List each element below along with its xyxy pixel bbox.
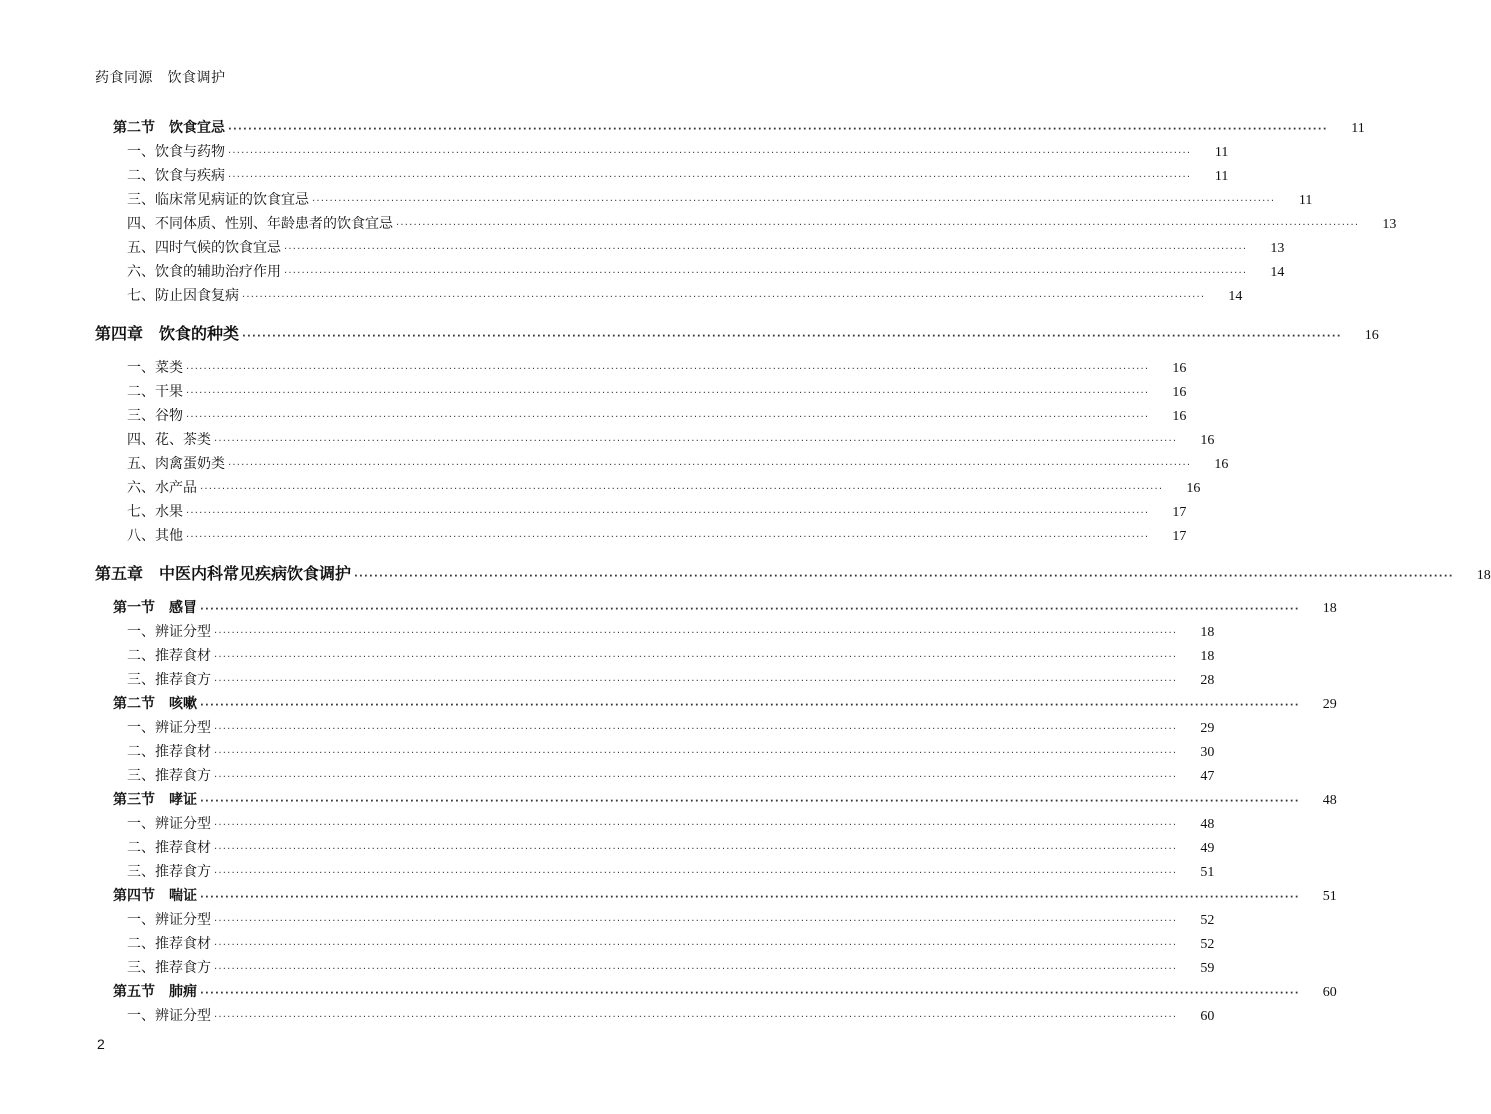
toc-entry-title: 一、辨证分型 xyxy=(127,624,211,640)
toc-item[interactable] xyxy=(0,141,1229,161)
toc-entry-page: 52 xyxy=(1200,913,1215,928)
toc-entry-page: 29 xyxy=(1200,721,1215,736)
toc-entry-title: 第二节 咳嗽 xyxy=(113,696,197,712)
toc-item[interactable] xyxy=(0,669,1215,689)
toc-entry-title: 第四节 喘证 xyxy=(113,888,197,904)
toc-entry-title: 二、推荐食材 xyxy=(127,744,211,760)
toc-entry-page: 18 xyxy=(1476,568,1491,583)
toc-entry-page: 16 xyxy=(1200,433,1215,448)
toc-item[interactable] xyxy=(0,501,1187,521)
toc-leader-dots: ···························································································································································································································· xyxy=(242,292,1206,303)
toc-item[interactable] xyxy=(0,909,1215,929)
toc-item[interactable] xyxy=(0,861,1215,881)
toc-entry-title: 第五节 肺痈 xyxy=(113,984,197,1000)
toc-item[interactable] xyxy=(0,765,1215,785)
toc-leader-dots: ···························································································································································································································· xyxy=(312,196,1276,207)
toc-entry-title: 五、四时气候的饮食宜忌 xyxy=(127,240,281,256)
toc-entry-page: 16 xyxy=(1172,385,1187,400)
toc-entry-page: 17 xyxy=(1172,505,1187,520)
toc-leader-dots: ···························································································································································································································· xyxy=(214,772,1178,783)
toc-item[interactable] xyxy=(0,429,1215,449)
toc-item[interactable] xyxy=(0,957,1215,977)
toc-entry-title: 六、水产品 xyxy=(127,480,197,496)
toc-entry-page: 47 xyxy=(1200,769,1215,784)
toc-entry-title: 第一节 感冒 xyxy=(113,600,197,616)
toc-entry-page: 11 xyxy=(1214,145,1229,160)
toc-entry-title: 二、推荐食材 xyxy=(127,840,211,856)
toc-item[interactable] xyxy=(0,405,1187,425)
toc-section[interactable] xyxy=(0,597,1337,617)
toc-item[interactable] xyxy=(0,717,1215,737)
toc-entry-title: 第四章 饮食的种类 xyxy=(95,324,240,343)
toc-entry-page: 29 xyxy=(1322,697,1337,712)
toc-section[interactable] xyxy=(0,885,1337,905)
toc-leader-dots: ···························································································································································································································· xyxy=(214,676,1178,687)
toc-leader-dots: ···························································································································································································································· xyxy=(354,571,1454,582)
toc-item[interactable] xyxy=(0,1005,1215,1025)
toc-entry-title: 三、推荐食方 xyxy=(127,864,211,880)
toc-leader-dots: ···························································································································································································································· xyxy=(214,724,1178,735)
toc-entry-page: 16 xyxy=(1172,361,1187,376)
toc-entry-page: 16 xyxy=(1214,457,1229,472)
toc-leader-dots: ···························································································································································································································· xyxy=(214,964,1178,975)
toc-entry-page: 11 xyxy=(1351,121,1365,136)
toc-entry-page: 18 xyxy=(1322,601,1337,616)
toc-entry-title: 六、饮食的辅助治疗作用 xyxy=(127,264,281,280)
toc-leader-dots: ···························································································································································································································· xyxy=(228,124,1328,135)
toc-item[interactable] xyxy=(0,477,1201,497)
toc-entry-page: 11 xyxy=(1298,193,1313,208)
toc-leader-dots: ···························································································································································································································· xyxy=(396,220,1360,231)
toc-entry-page: 49 xyxy=(1200,841,1215,856)
toc-leader-dots: ···························································································································································································································· xyxy=(284,268,1248,279)
toc-entry-title: 四、花、茶类 xyxy=(127,432,211,448)
toc-entry-title: 一、辨证分型 xyxy=(127,912,211,928)
toc-entry-title: 二、推荐食材 xyxy=(127,936,211,952)
toc-leader-dots: ···························································································································································································································· xyxy=(200,484,1164,495)
toc-entry-title: 第五章 中医内科常见疾病饮食调护 xyxy=(95,564,352,583)
toc-entry-title: 三、推荐食方 xyxy=(127,672,211,688)
toc-entry-title: 七、防止因食复病 xyxy=(127,288,239,304)
toc-entry-title: 一、辨证分型 xyxy=(127,720,211,736)
toc-entry-title: 三、推荐食方 xyxy=(127,960,211,976)
toc-entry-title: 一、菜类 xyxy=(127,360,183,376)
toc-leader-dots: ···························································································································································································································· xyxy=(200,892,1300,903)
toc-leader-dots: ···························································································································································································································· xyxy=(200,796,1300,807)
toc-entry-title: 一、辨证分型 xyxy=(127,1008,211,1024)
toc-entry-page: 18 xyxy=(1200,649,1215,664)
toc-entry-page: 14 xyxy=(1228,289,1243,304)
toc-entry-page: 13 xyxy=(1270,241,1285,256)
page-number: 2 xyxy=(97,1036,105,1052)
toc-leader-dots: ···························································································································································································································· xyxy=(214,1012,1178,1023)
toc-entry-title: 三、谷物 xyxy=(127,408,183,424)
toc-entry-page: 51 xyxy=(1322,889,1337,904)
toc-section[interactable] xyxy=(0,981,1337,1001)
toc-entry-title: 一、辨证分型 xyxy=(127,816,211,832)
toc-item[interactable] xyxy=(0,285,1243,305)
toc-item[interactable] xyxy=(0,357,1187,377)
toc-entry-page: 28 xyxy=(1200,673,1215,688)
toc-leader-dots: ···························································································································································································································· xyxy=(186,412,1150,423)
toc-item[interactable] xyxy=(0,525,1187,545)
toc-leader-dots: ···························································································································································································································· xyxy=(214,436,1178,447)
toc-entry-page: 13 xyxy=(1382,217,1397,232)
toc-entry-title: 四、不同体质、性别、年龄患者的饮食宜忌 xyxy=(127,216,393,232)
toc-leader-dots: ···························································································································································································································· xyxy=(214,868,1178,879)
toc-leader-dots: ···························································································································································································································· xyxy=(284,244,1248,255)
toc-item[interactable] xyxy=(0,165,1229,185)
toc-entry-page: 16 xyxy=(1364,328,1379,343)
toc-item[interactable] xyxy=(0,237,1285,257)
toc-entry-page: 16 xyxy=(1186,481,1201,496)
toc-leader-dots: ···························································································································································································································· xyxy=(200,604,1300,615)
toc-item[interactable] xyxy=(0,741,1215,761)
toc-leader-dots: ···························································································································································································································· xyxy=(214,748,1178,759)
toc-leader-dots: ···························································································································································································································· xyxy=(186,532,1150,543)
toc-leader-dots: ···························································································································································································································· xyxy=(200,988,1300,999)
toc-chapter[interactable] xyxy=(0,561,1491,584)
toc-section[interactable] xyxy=(0,693,1337,713)
toc-item[interactable] xyxy=(0,189,1313,209)
toc-entry-page: 14 xyxy=(1270,265,1285,280)
toc-leader-dots: ···························································································································································································································· xyxy=(228,460,1192,471)
toc-leader-dots: ···························································································································································································································· xyxy=(242,331,1342,342)
toc-entry-page: 18 xyxy=(1200,625,1215,640)
toc-entry-page: 16 xyxy=(1172,409,1187,424)
toc-item[interactable] xyxy=(0,837,1215,857)
toc-entry-page: 59 xyxy=(1200,961,1215,976)
toc-leader-dots: ···························································································································································································································· xyxy=(214,820,1178,831)
toc-entry-title: 二、饮食与疾病 xyxy=(127,168,225,184)
toc-item[interactable] xyxy=(0,213,1397,233)
toc-item[interactable] xyxy=(0,813,1215,833)
toc-leader-dots: ···························································································································································································································· xyxy=(214,916,1178,927)
toc-entry-title: 第二节 饮食宜忌 xyxy=(113,120,225,136)
toc-leader-dots: ···························································································································································································································· xyxy=(214,940,1178,951)
running-head: 药食同源 饮食调护 xyxy=(95,70,226,86)
toc-entry-page: 52 xyxy=(1200,937,1215,952)
toc-entry-page: 60 xyxy=(1322,985,1337,1000)
toc-leader-dots: ···························································································································································································································· xyxy=(214,628,1178,639)
toc-leader-dots: ···························································································································································································································· xyxy=(186,364,1150,375)
toc-leader-dots: ···························································································································································································································· xyxy=(186,508,1150,519)
toc-entry-title: 第三节 哮证 xyxy=(113,792,197,808)
toc-leader-dots: ···························································································································································································································· xyxy=(228,148,1192,159)
toc-entry-title: 八、其他 xyxy=(127,528,183,544)
toc-leader-dots: ···························································································································································································································· xyxy=(200,700,1300,711)
toc-item[interactable] xyxy=(0,933,1215,953)
toc-entry-page: 17 xyxy=(1172,529,1187,544)
toc-entry-page: 51 xyxy=(1200,865,1215,880)
toc-item[interactable] xyxy=(0,381,1187,401)
toc-section[interactable] xyxy=(0,789,1337,809)
toc-item[interactable] xyxy=(0,453,1229,473)
toc-chapter[interactable] xyxy=(0,321,1379,344)
toc-leader-dots: ···························································································································································································································· xyxy=(214,844,1178,855)
toc-item[interactable] xyxy=(0,621,1215,641)
toc-section[interactable] xyxy=(0,117,1365,137)
toc-entry-title: 五、肉禽蛋奶类 xyxy=(127,456,225,472)
toc-item[interactable] xyxy=(0,645,1215,665)
toc-leader-dots: ···························································································································································································································· xyxy=(214,652,1178,663)
toc-entry-title: 二、推荐食材 xyxy=(127,648,211,664)
toc-entry-page: 48 xyxy=(1322,793,1337,808)
toc-entry-page: 30 xyxy=(1200,745,1215,760)
toc-entry-title: 一、饮食与药物 xyxy=(127,144,225,160)
toc-leader-dots: ···························································································································································································································· xyxy=(228,172,1192,183)
toc-entry-title: 二、干果 xyxy=(127,384,183,400)
toc-entry-page: 11 xyxy=(1214,169,1229,184)
toc-item[interactable] xyxy=(0,261,1285,281)
toc-entry-page: 60 xyxy=(1200,1009,1215,1024)
toc-entry-page: 48 xyxy=(1200,817,1215,832)
toc-entry-title: 三、临床常见病证的饮食宜忌 xyxy=(127,192,309,208)
toc-leader-dots: ···························································································································································································································· xyxy=(186,388,1150,399)
toc-entry-title: 三、推荐食方 xyxy=(127,768,211,784)
toc-entry-title: 七、水果 xyxy=(127,504,183,520)
